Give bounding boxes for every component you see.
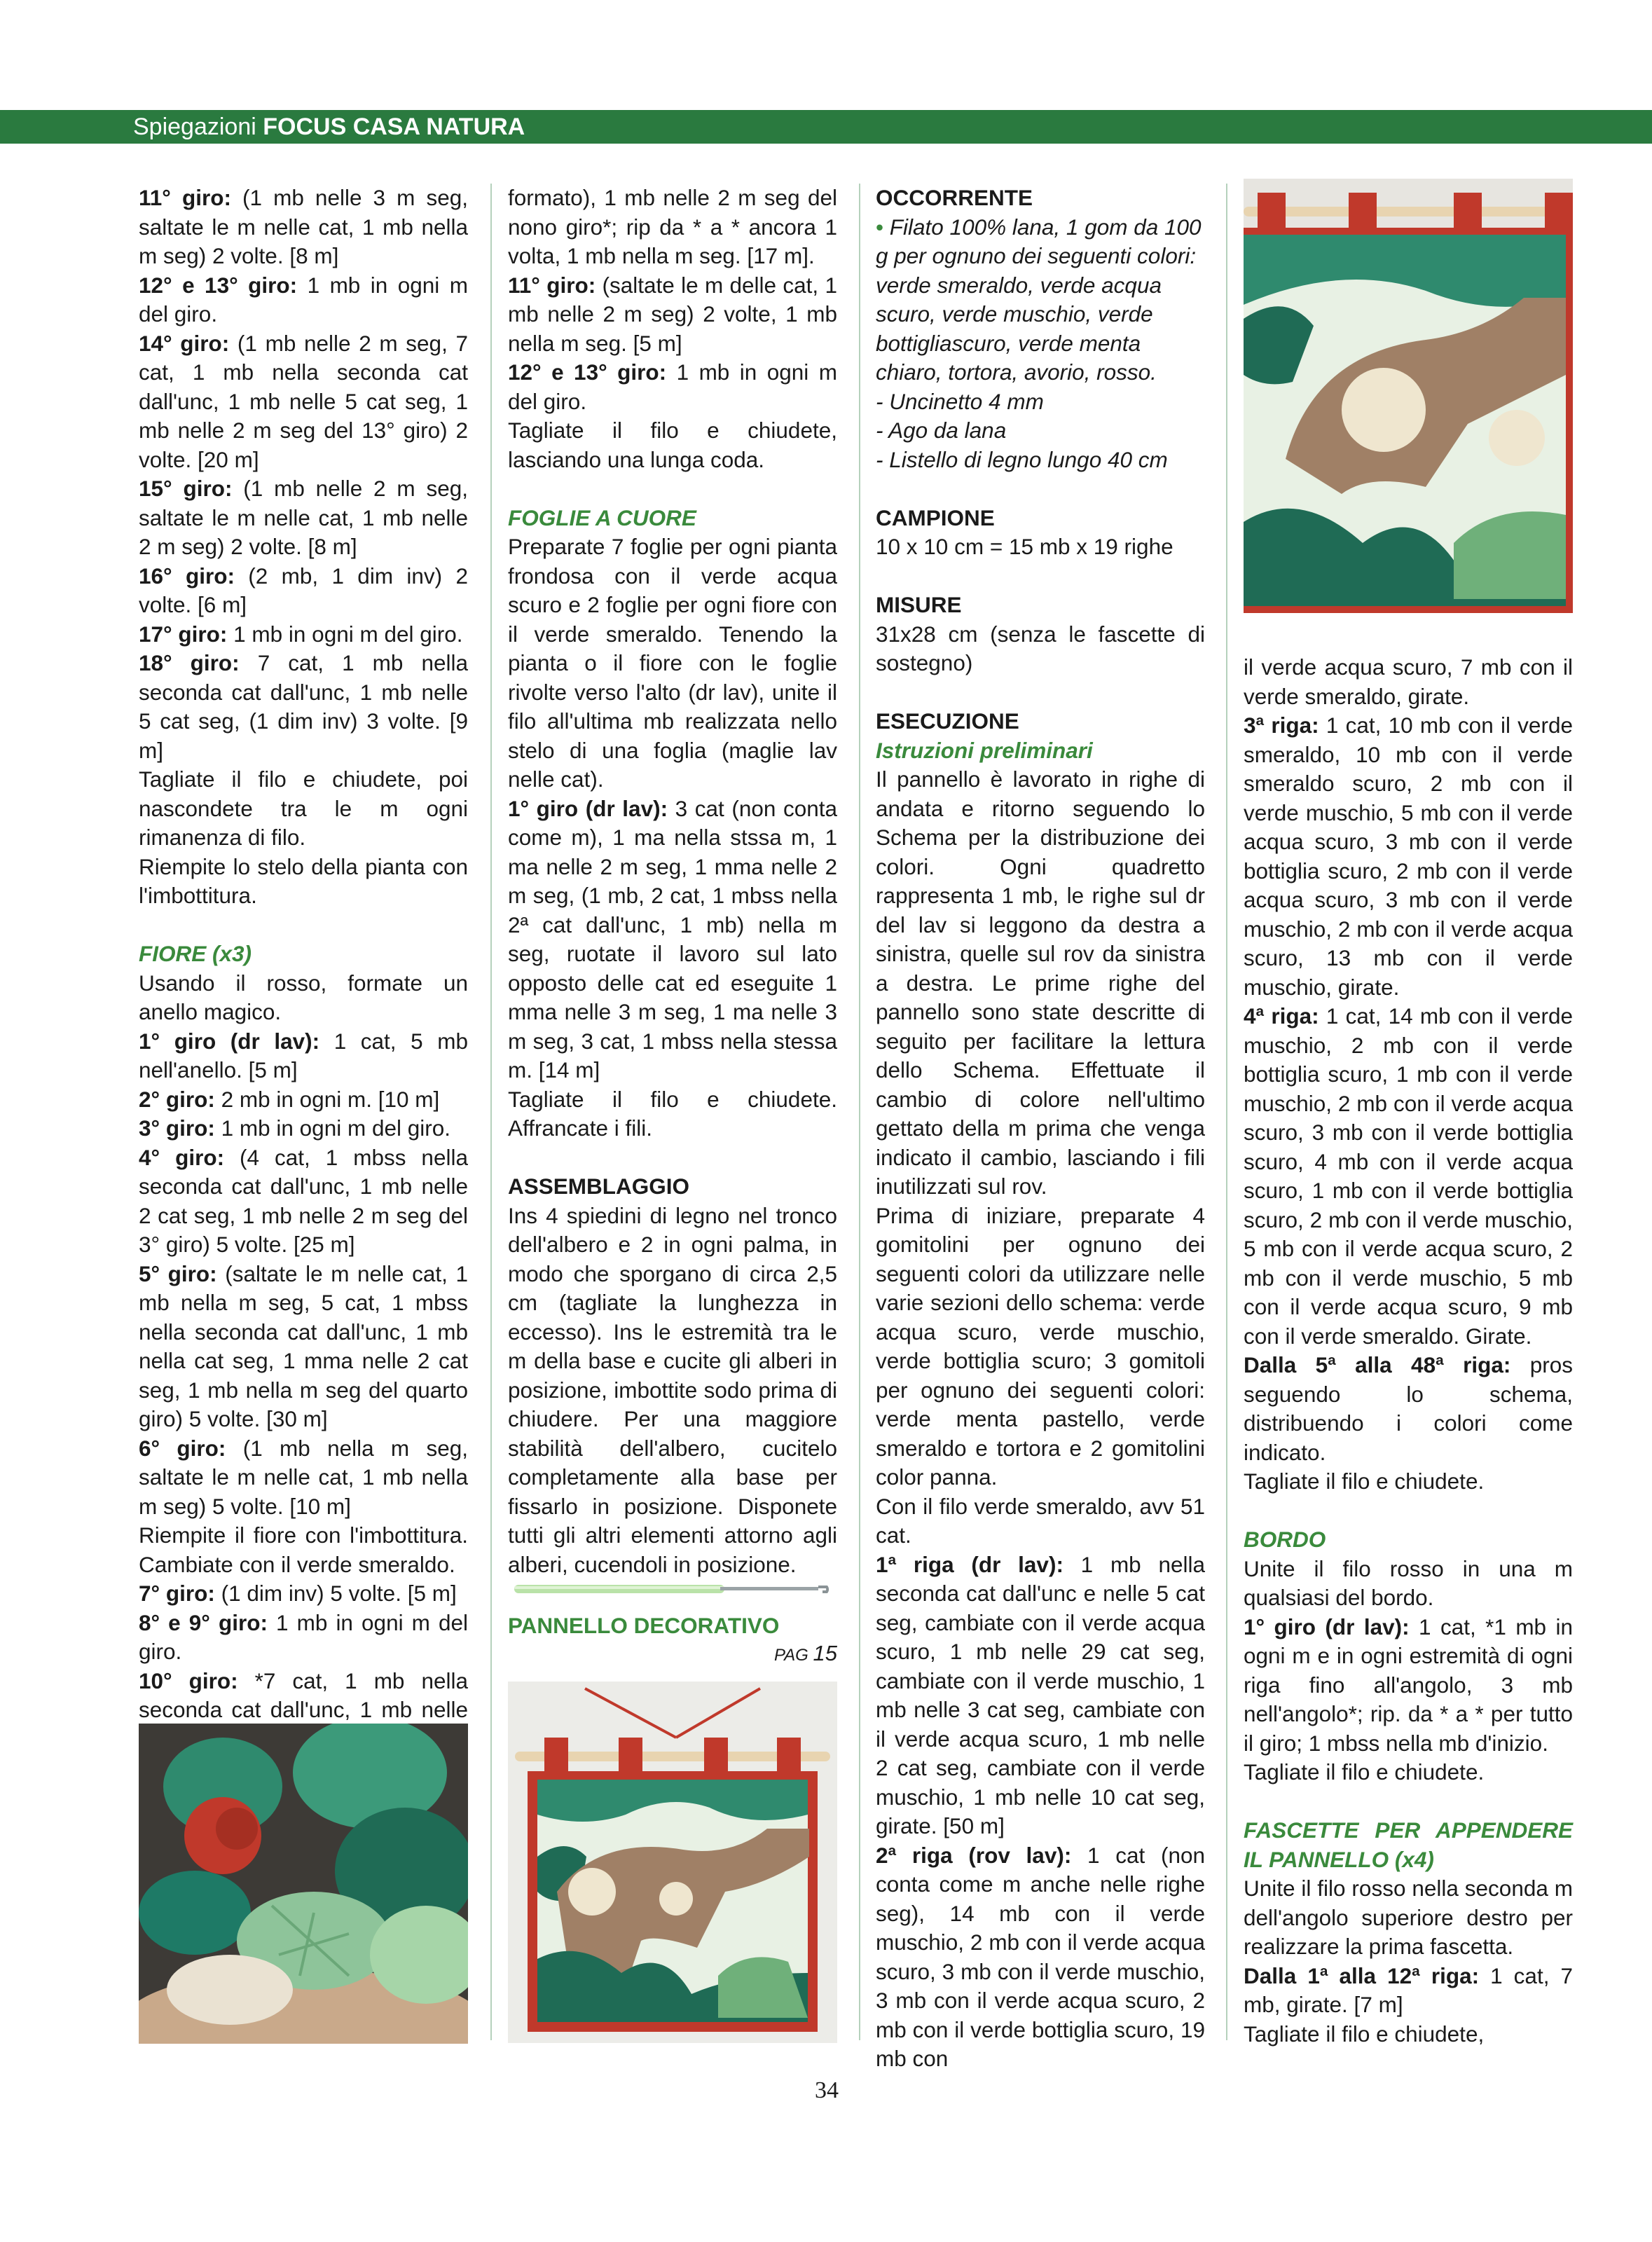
body-text: 1 cat (non conta come m anche nelle righe seg), 14 mb con il verde muschio, 2 mb con il verde acqua scuro, 3 mb con il verde muschio, 3 mb con il verde acqua scuro, 2 mb con il verde bottiglia scuro, 19 mb con: [876, 1842, 1206, 2071]
paragraph: [876, 416, 1205, 446]
text-column-3: [876, 184, 1205, 2074]
paragraph: [508, 1202, 837, 1580]
paragraph-gap: [876, 562, 1205, 591]
body-text: (1 mb nelle 2 m seg, 7 cat, 1 mb nella seconda cat dall'unc, 1 mb nelle 5 cat seg, 1 mb nelle 2 m seg del 13° giro) 2 volte. [20 m]: [139, 330, 468, 472]
body-text: Tagliate il filo e chiudete, lasciando una lunga coda.: [508, 418, 837, 472]
bold-label: 1ª riga (dr lav):: [876, 1551, 1064, 1577]
paragraph: [876, 532, 1205, 562]
body-text: 7 cat, 1 mb nella seconda cat dall'unc, 1 mb nelle 5 cat seg, (1 dim inv) 3 volte. [9 m]: [139, 650, 468, 763]
body-text: 1 mb in ogni m del giro.: [227, 621, 463, 647]
paragraph: [139, 1609, 468, 1667]
body-text: 1 mb in ogni m del giro.: [139, 1609, 468, 1664]
body-text: 1 cat, *1 mb in ogni m e in ogni estremità di ogni riga fino all'angolo, 3 mb nell'angolo*; rip. da * a * per tutto il giro; 1 mbss nella mb d'inizio.: [1244, 1614, 1574, 1756]
body-text: 1 cat, 14 mb con il verde muschio, 2 mb con il verde bottiglia scuro, 1 mb con il verde muschio, 2 mb con il verde acqua scuro, 3 mb con il verde bottiglia scuro, 4 mb con il verde acqua scuro, 1 mb con il verde bottiglia scuro, 2 mb con il verde muschio, 5 mb con il verde acqua scuro, 2 mb con il verde muschio, 5 mb con il verde acqua scuro, 9 mb con il verde smeraldo. Girate.: [1244, 1003, 1573, 1349]
bold-label: 1° giro (dr lav):: [139, 1028, 320, 1054]
bold-label: 16° giro:: [139, 563, 235, 589]
body-text: (1 dim inv) 5 volte. [5 m]: [214, 1581, 457, 1606]
body-text: Unite il filo rosso in una m qualsiasi del bordo.: [1244, 1555, 1573, 1610]
body-text: (saltate le m delle cat, 1 mb nelle 2 m seg) 2 volte, 1 mb nella m seg. [5 m]: [508, 272, 837, 356]
text-column-1: [139, 184, 468, 1754]
paragraph: [1244, 711, 1573, 1002]
paragraph: [508, 184, 837, 271]
bold-label: 14° giro:: [139, 330, 230, 356]
body-text: 1 cat, 10 mb con il verde smeraldo, 10 mb con il verde smeraldo scuro, 2 mb con il verde muschio, 5 mb con il verde acqua scuro, 3 mb con il verde bottiglia scuro, 2 mb con il verde acqua scuro, 3 mb con il verde muschio, 2 mb con il verde acqua scuro, 13 mb con il verde muschio, girate.: [1244, 713, 1573, 1000]
paragraph-gap: [876, 474, 1205, 504]
paragraph: [876, 620, 1205, 678]
body-text: 1 mb nella seconda cat dall'unc e nelle 5 cat seg, cambiate con il verde acqua scuro, 1 mb nelle 29 cat seg, cambiate con il verde muschio, 1 mb nelle 3 cat seg, cambiate con il verde acqua scuro, 1 mb nelle 2 cat seg, cambiate con il verde muschio, 1 mb nelle 10 cat seg, girate. [50 m]: [876, 1551, 1205, 1838]
body-text: Usando il rosso, formate un anello magico.: [139, 970, 468, 1024]
body-text: Il pannello è lavorato in righe di andata e ritorno seguendo lo Schema per la distribuzione dei colori. Ogni quadretto rappresenta 1 mb, le righe sul dr del lav si leggono da destra a sinistra, quelle sul rov da sinistra a destra. Le prime righe del pannello sono state descritte di seguito per facilitare la lettura dello Schema. Effettuate il cambio di colore nell'ultimo gettato della m prima che venga indicato il cambio, lasciando i fili inutilizzati sul rov.: [876, 766, 1205, 1199]
paragraph: [139, 1085, 468, 1115]
paragraph: [1244, 1962, 1573, 2020]
bold-label: Dalla 5ª alla 48ª riga:: [1244, 1352, 1511, 1377]
section-heading: ASSEMBLAGGIO: [508, 1174, 690, 1199]
header-title: FOCUS CASA NATURA: [263, 114, 525, 140]
bold-label: 2° giro:: [139, 1086, 215, 1112]
column-divider: [859, 184, 860, 2040]
paragraph: [139, 969, 468, 1027]
pag-number: 15: [813, 1640, 837, 1665]
paragraph: [139, 1027, 468, 1085]
page-reference: [508, 1641, 837, 1666]
body-text: 10 x 10 cm = 15 mb x 19 righe: [876, 534, 1173, 559]
crochet-hook-icon: [510, 1579, 837, 1597]
body-text: Riempite lo stelo della pianta con l'imbottitura.: [139, 853, 468, 908]
paragraph: [876, 387, 1205, 417]
paragraph: [139, 184, 468, 271]
body-text: Tagliate il filo e chiudete, poi nascondete tra le m ogni rimanenza di filo.: [139, 766, 468, 850]
bullet-icon: •: [876, 214, 890, 240]
paragraph-gap: [139, 911, 468, 940]
body-text: (2 mb, 1 dim inv) 2 volte. [6 m]: [139, 563, 468, 617]
paragraph: [139, 562, 468, 620]
body-text: 1 mb in ogni m del giro.: [508, 359, 837, 414]
paragraph: [508, 532, 837, 795]
paragraph: [1244, 653, 1573, 711]
bold-label: 2ª riga (rov lav):: [876, 1842, 1072, 1868]
section-heading: FASCETTE PER APPENDERE IL PANNELLO (x4): [1244, 1817, 1573, 1872]
section-heading: OCCORRENTE: [876, 185, 1033, 210]
paragraph: [139, 1143, 468, 1260]
paragraph: [1244, 1758, 1573, 1787]
bold-label: 3ª riga:: [1244, 713, 1319, 738]
sloth-panel-photo-large: [1244, 179, 1573, 613]
paragraph: [1244, 2020, 1573, 2049]
paragraph: [876, 213, 1205, 387]
bold-label: 11° giro:: [139, 185, 231, 210]
bold-label: 8° e 9° giro:: [139, 1609, 268, 1635]
italic-text: - Ago da lana: [876, 418, 1007, 443]
paragraph: [139, 853, 468, 911]
bold-label: 1° giro (dr lav):: [1244, 1614, 1410, 1639]
paragraph-gap: [876, 678, 1205, 708]
section-heading: BORDO: [1244, 1527, 1326, 1552]
body-text: 1 cat, 5 mb nell'anello. [5 m]: [139, 1028, 468, 1082]
body-text: Ins 4 spiedini di legno nel tronco dell'albero e 2 in ogni palma, in modo che sporgano di circa 2,5 cm (tagliate la lunghezza in eccesso). Ins le estremità tra le m della base e cucite gli alberi in posizione, imbottite sodo prima di chiudere. Per una maggiore stabilità dell'albero, cucitelo completamente alla base per fissarlo in posizione. Disponete tutti gli altri elementi attorno agli alberi, cucendoli in posizione.: [508, 1202, 837, 1577]
paragraph-gap: [1244, 1497, 1573, 1526]
bold-label: 12° e 13° giro:: [139, 272, 298, 298]
section-heading: Istruzioni preliminari: [876, 737, 1093, 763]
header-prefix: Spiegazioni: [133, 114, 256, 140]
paragraph: [508, 1085, 837, 1143]
bold-label: 4ª riga:: [1244, 1003, 1319, 1029]
text-column-4: [1244, 653, 1573, 2049]
body-text: (4 cat, 1 mbss nella seconda cat dall'unc, 1 mb nelle 2 cat seg, 1 mb nelle 2 m seg del 3° giro) 5 volte. [25 m]: [139, 1144, 468, 1257]
body-text: (1 mb nelle 3 m seg, saltate le m nelle cat, 1 mb nella m seg) 2 volte. [8 m]: [139, 185, 468, 268]
column-divider: [1226, 184, 1227, 2040]
section-heading: FIORE (x3): [139, 941, 252, 966]
paragraph: [1244, 1467, 1573, 1497]
paragraph: [1244, 1874, 1573, 1962]
paragraph: [139, 474, 468, 562]
panel-section: [508, 1611, 837, 1666]
paragraph: [139, 1434, 468, 1522]
body-text: pros seguendo lo schema, distribuendo i colori come indicato.: [1244, 1352, 1573, 1465]
body-text: *7 cat, 1 mb nella seconda cat dall'unc, 1 mb nelle: [139, 1667, 469, 1722]
paragraph: [1244, 1555, 1573, 1613]
paragraph: [139, 271, 468, 329]
body-text: Tagliate il filo e chiudete.: [1244, 1469, 1485, 1494]
bold-label: 5° giro:: [139, 1260, 217, 1286]
paragraph: [139, 620, 468, 649]
paragraph: [139, 1260, 468, 1434]
pag-label: PAG: [773, 1645, 808, 1665]
paragraph: [508, 358, 837, 416]
paragraph: [876, 446, 1205, 475]
bold-label: 1° giro (dr lav):: [508, 795, 668, 821]
bold-label: 17° giro:: [139, 621, 228, 647]
body-text: 3 cat (non conta come m), 1 ma nella stssa m, 1 ma nelle 2 m seg, 1 mma nelle 2 m seg, (1 mb, 2 cat, 1 mbss nella 2ª cat dall'unc, 1 mb) nella m seg, ruotate il lavoro sul lato opposto delle cat ed eseguite 1 mma nelle 3 m seg, 1 ma nelle 3 m seg, 3 cat, 1 mbss nella stessa m. [14 m]: [508, 795, 837, 1082]
section-heading: FOGLIE A CUORE: [508, 504, 696, 530]
section-heading: CAMPIONE: [876, 504, 995, 530]
body-text: formato), 1 mb nelle 2 m seg del nono giro*; rip da * a * ancora 1 volta, 1 mb nella m seg. [17 m].: [508, 185, 837, 268]
paragraph: [508, 795, 837, 1085]
body-text: Tagliate il filo e chiudete,: [1244, 2021, 1485, 2047]
paragraph: [1244, 1002, 1573, 1351]
bold-label: 7° giro:: [139, 1581, 215, 1606]
body-text: Riempite il fiore con l'imbottitura. Cambiate con il verde smeraldo.: [139, 1522, 468, 1577]
paragraph: [876, 1550, 1205, 1841]
panel-title: PANNELLO DECORATIVO: [508, 1613, 780, 1638]
body-text: 2 mb in ogni m. [10 m]: [214, 1086, 440, 1112]
body-text: il verde acqua scuro, 7 mb con il verde smeraldo, girate.: [1244, 654, 1573, 709]
paragraph-gap: [508, 474, 837, 504]
column-divider: [490, 184, 492, 2040]
body-text: Preparate 7 foglie per ogni pianta frondosa con il verde acqua scuro e 2 foglie per ogni fiore con il verde smeraldo. Tenendo la pianta o il fiore con le foglie rivolte verso l'alto (dr lav), unite il filo all'ultima mb realizzata nello stelo di una foglia (maglie lav nelle cat).: [508, 534, 837, 792]
body-text: Prima di iniziare, preparate 4 gomitolini per ognuno dei seguenti colori da utilizzare nelle varie sezioni dello schema: verde acqua scuro, verde muschio, verde bottiglia scuro; 3 gomitoli per ognuno dei seguenti colori: verde menta pastello, verde smeraldo e tortora e 2 gomitolini color panna.: [876, 1202, 1205, 1490]
paragraph: [876, 1492, 1205, 1550]
section-heading: ESECUZIONE: [876, 708, 1019, 734]
paragraph: [139, 765, 468, 853]
body-text: Tagliate il filo e chiudete.: [1244, 1759, 1485, 1784]
bold-label: 15° giro:: [139, 476, 233, 501]
bold-label: Dalla 1ª alla 12ª riga:: [1244, 1962, 1480, 1988]
paragraph: [139, 329, 468, 475]
paragraph: [876, 1202, 1205, 1492]
paragraph: [508, 416, 837, 474]
sloth-panel-photo-small: [508, 1682, 837, 2043]
page-number: 34: [815, 2077, 839, 2103]
paragraph-gap: [508, 1143, 837, 1173]
body-text: 1 mb in ogni m del giro.: [214, 1115, 451, 1141]
body-text: (1 mb nella m seg, saltate le m nelle cat, 1 mb nella m seg) 5 volte. [10 m]: [139, 1435, 468, 1519]
bold-label: 11° giro:: [508, 272, 596, 298]
paragraph: [1244, 1351, 1573, 1467]
section-heading: MISURE: [876, 592, 962, 617]
italic-text: - Uncinetto 4 mm: [876, 388, 1044, 414]
paragraph: [1244, 1613, 1573, 1759]
italic-text: - Listello di legno lungo 40 cm: [876, 446, 1168, 472]
body-text: 1 cat, 7 mb, girate. [7 m]: [1244, 1962, 1573, 2017]
paragraph: [508, 271, 837, 359]
section-header-text: [133, 114, 525, 139]
body-text: Con il filo verde smeraldo, avv 51 cat.: [876, 1493, 1205, 1548]
paragraph: [139, 649, 468, 765]
body-text: 31x28 cm (senza le fascette di sostegno): [876, 621, 1205, 675]
paragraph: [139, 1521, 468, 1579]
bold-label: 6° giro:: [139, 1435, 226, 1461]
bold-label: 18° giro:: [139, 650, 240, 675]
body-text: Unite il filo rosso nella seconda m dell'angolo superiore destro per realizzare la prima fascetta.: [1244, 1876, 1573, 1959]
crochet-flowers-photo: [139, 1724, 468, 2044]
paragraph-gap: [1244, 1787, 1573, 1817]
bold-label: 4° giro:: [139, 1144, 225, 1170]
text-column-2: [508, 184, 837, 1579]
body-text: Tagliate il filo e chiudete. Affrancate i fili.: [508, 1086, 837, 1141]
paragraph: [139, 1579, 468, 1609]
section-header-bar: [0, 110, 1652, 144]
paragraph: [876, 1841, 1205, 2074]
paragraph: [876, 765, 1205, 1202]
body-text: (saltate le m nelle cat, 1 mb nella m seg, 5 cat, 1 mbss nella seconda cat dall'unc, 1 mb nella cat seg, 1 mma nelle 2 cat seg, 1 mb nella m seg del quarto giro) 5 volte. [30 m]: [139, 1260, 468, 1431]
body-text: (1 mb nelle 2 m seg, saltate le m nelle cat, 1 mb nelle 2 m seg) 2 volte. [8 m]: [139, 476, 468, 559]
bold-label: 10° giro:: [139, 1667, 238, 1693]
bold-label: 12° e 13° giro:: [508, 359, 667, 385]
italic-text: Filato 100% lana, 1 gom da 100 g per ognuno dei seguenti colori: verde smeraldo, verde acqua scuro, verde muschio, verde bottigliascuro, verde menta chiaro, tortora, avorio, rosso.: [876, 214, 1202, 385]
body-text: 1 mb in ogni m del giro.: [139, 272, 468, 326]
paragraph: [139, 1114, 468, 1143]
bold-label: 3° giro:: [139, 1115, 215, 1141]
